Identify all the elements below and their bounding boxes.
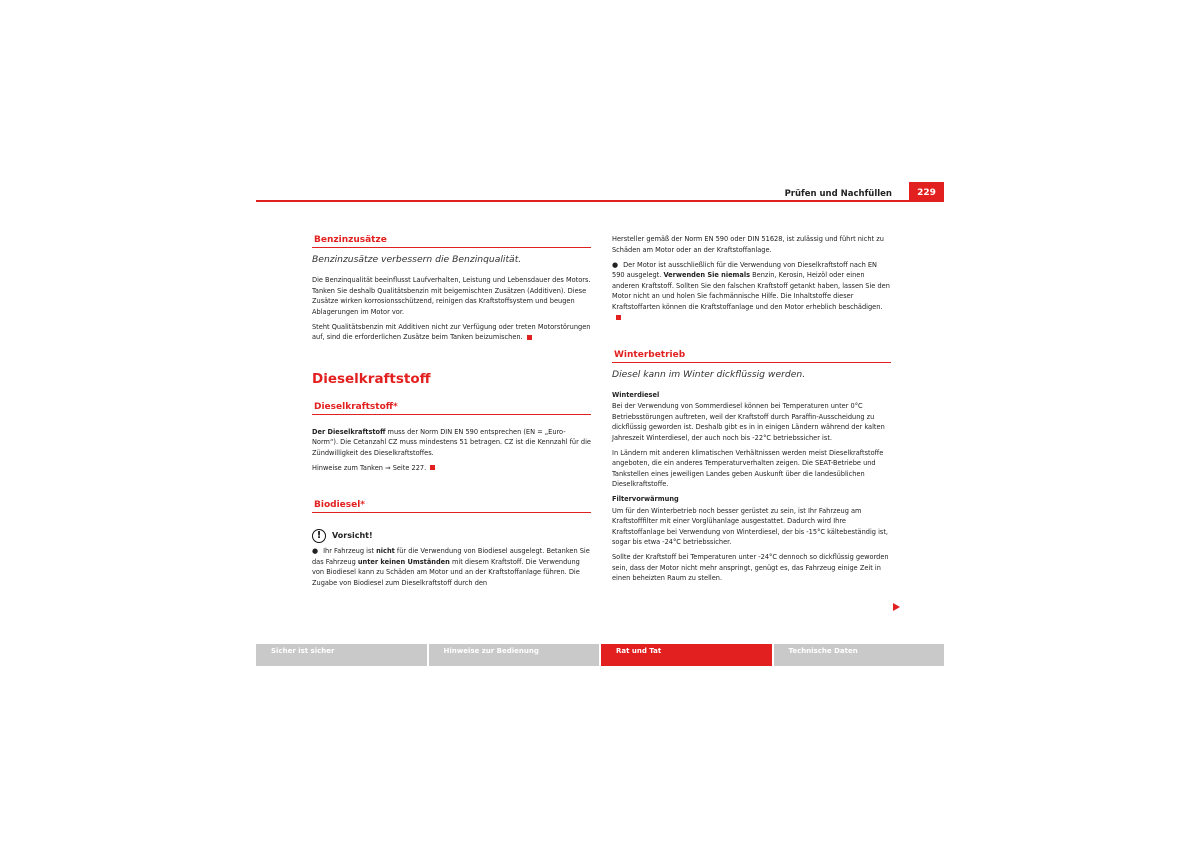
section-heading-benzinzusaetze: Benzinzusätze (312, 234, 591, 248)
text: Ihr Fahrzeug ist (323, 547, 377, 555)
section-heading-winterbetrieb: Winterbetrieb (612, 349, 891, 363)
nav-tab-bedienung[interactable]: Hinweise zur Bedienung (429, 644, 602, 666)
paragraph: Sollte der Kraftstoff bei Temperaturen unter -24°C dennoch so dickflüssig geworden sein, dass der Motor nicht mehr anspringt, genügt es, das Fahrzeug einige Zeit in einen beheizten Raum zu stellen. (612, 553, 889, 582)
paragraph-text: Steht Qualitätsbenzin mit Additiven nicht zur Verfügung oder treten Motorstörungen auf, sind die erforderlichen Zusätze beim Tanken beizumischen. (312, 322, 591, 341)
section-heading-biodiesel: Biodiesel* (312, 499, 591, 513)
paragraph: Die Benzinqualität beeinflusst Laufverhalten, Leistung und Lebensdauer des Motors. Tanken Sie deshalb Qualitätsbenzin mit beigemischten Zusätzen (Additiven). Diese Zusätze wirken korrosionsschützend, reinigen das Kraftstoffsystem und beugen Ablagerungen im Motor vor. (312, 276, 591, 316)
nav-tab-rat-und-tat[interactable]: Rat und Tat (601, 644, 774, 666)
section-subtitle: Diesel kann im Winter dickflüssig werden. (612, 368, 806, 380)
bold-text: Der Dieselkraftstoff (312, 427, 386, 436)
chapter-nav (256, 644, 944, 666)
bold-text: Verwenden Sie niemals (663, 271, 751, 279)
bold-text: nicht (376, 547, 395, 555)
text: für die Verwendung von Biodiesel ausgelegt. Betanken Sie das Fahrzeug (312, 547, 590, 566)
header-rule (256, 200, 944, 202)
paragraph-text: muss der Norm DIN EN 590 entsprechen (EN = „Euro-Norm“). Die Cetanzahl CZ muss mindestens 51 betragen. CZ ist die Kennzahl für die Zündwilligkeit des Dieselkraftstoffes. (312, 427, 591, 457)
text: mit diesem Kraftstoff. Die Verwendung von Biodiesel kann zu Schäden am Motor und an der Kraftstoffanlage führen. Die Zugabe von Biodiesel zum Dieselkraftstoff durch den (312, 557, 580, 587)
bullet-paragraph (612, 260, 891, 323)
arrow-right-icon (893, 603, 900, 611)
subheading: Filtervorwärmung (612, 495, 679, 503)
bullet-icon: ● (312, 547, 319, 555)
text: Der Motor ist ausschließlich für die Verwendung von Dieselkraftstoff nach EN 590 ausgelegt. (612, 260, 877, 279)
cross-reference: Hinweise zum Tanken ⇒ Seite 227. (312, 463, 427, 472)
paragraph: Um für den Winterbetrieb noch besser gerüstet zu sein, ist Ihr Fahrzeug am Kraftstofffilter mit einer Vorglühanlage ausgestattet. Dadurch wird Ihre Kraftstoffanlage bei Verwendung von Winterdiesel, der bis -15°C kältebeständig ist, sogar bis etwa -24°C betriebssicher. (612, 506, 889, 546)
exclamation-circle-icon: ! (312, 529, 326, 543)
subheading: Winterdiesel (612, 390, 660, 399)
paragraph: Hersteller gemäß der Norm EN 590 oder DIN 51628, ist zulässig und führt nicht zu Schäden am Motor oder an der Kraftstoffanlage. (612, 235, 884, 254)
caution-box (312, 529, 591, 543)
section-subtitle: Benzinzusätze verbessern die Benzinqualität. (312, 254, 522, 265)
right-column (612, 234, 891, 588)
caution-title: Vorsicht! (332, 530, 373, 540)
nav-tab-sicher[interactable]: Sicher ist sicher (256, 644, 429, 666)
section-end-icon (616, 315, 621, 320)
running-header-title: Prüfen und Nachfüllen (784, 189, 892, 199)
caution-text (312, 546, 591, 588)
bold-text: unter keinen Umständen (357, 557, 450, 566)
section-end-icon (527, 335, 532, 340)
text: Benzin, Kerosin, Heizöl oder einen anderen Kraftstoff. Sollten Sie den falschen Kraftstoff getankt haben, lassen Sie den Motor nicht an und holen Sie fachmännische Hilfe. Die Inhaltstoffe dieser Kraftstoffarten können die Kraftstoffanlage und den Motor erheblich beschädigen. (612, 271, 890, 311)
paragraph (312, 322, 591, 343)
section-heading-dieselkraftstoff: Dieselkraftstoff* (312, 401, 591, 415)
left-column (312, 234, 591, 593)
nav-tab-technische-daten[interactable]: Technische Daten (774, 644, 945, 666)
paragraph (312, 427, 591, 459)
page-number: 229 (909, 182, 944, 200)
paragraph: Bei der Verwendung von Sommerdiesel können bei Temperaturen unter 0°C Betriebsstörungen auftreten, weil der Kraftstoff durch Paraffin-Ausscheidung zu dickflüssig geworden ist. Deshalb gibt es in in einigen Ländern während der kalten Jahreszeit Winterdiesel, der auch noch bis -22°C betriebssicher ist. (612, 402, 885, 442)
section-end-icon (430, 465, 435, 470)
paragraph: In Ländern mit anderen klimatischen Verhältnissen werden meist Dieselkraftstoffe angeboten, die ein anderes Temperaturverhalten zeigen. Die SEAT-Betriebe und Tankstellen eines jeweiligen Landes geben Auskunft über die landesüblichen Dieselkraftstoffe. (612, 448, 884, 488)
bullet-icon: ● (612, 260, 619, 269)
chapter-heading: Dieselkraftstoff (312, 370, 431, 387)
paragraph (312, 463, 591, 474)
